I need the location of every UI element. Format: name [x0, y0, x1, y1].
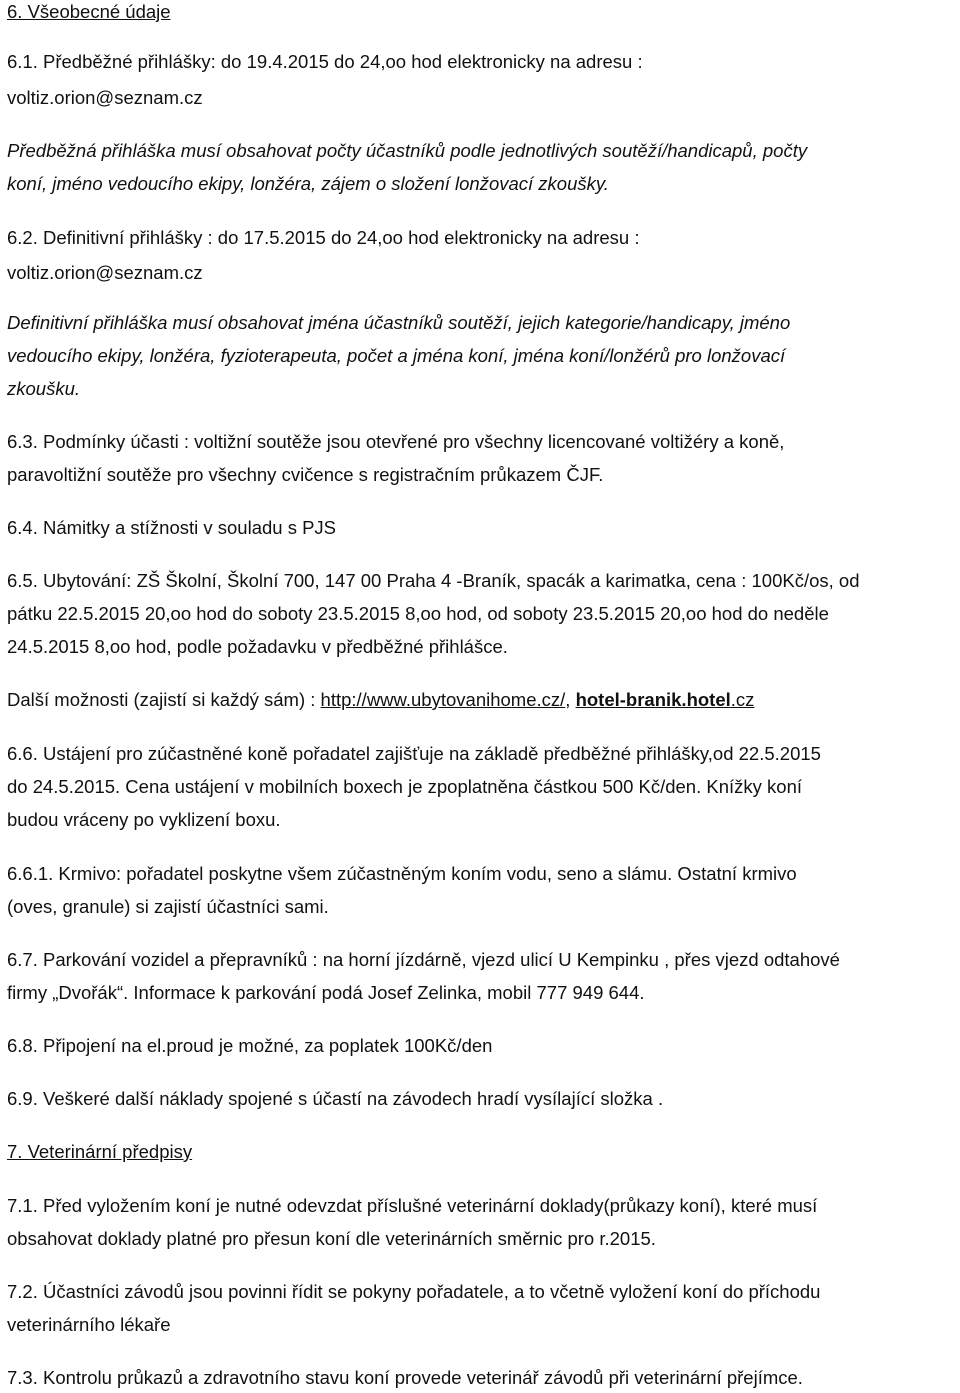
text-segment: Další možnosti (zajistí si každý sám) :	[7, 689, 321, 710]
line-text: firmy „Dvořák“. Informace k parkování podá Josef Zelinka, mobil 777 949 644.	[7, 982, 645, 1003]
text-line	[7, 1194, 817, 1218]
line-text: 6.6. Ustájení pro zúčastněné koně pořadatel zajišťuje na základě předběžné přihlášky,od 22.5.2015	[7, 743, 821, 764]
text-line	[7, 569, 860, 593]
line-text: pátku 22.5.2015 20,oo hod do soboty 23.5.2015 8,oo hod, od soboty 23.5.2015 20,oo hod do neděle	[7, 603, 829, 624]
text-line	[7, 463, 603, 487]
text-line	[7, 1366, 803, 1390]
line-text: 6.8. Připojení na el.proud je možné, za poplatek 100Kč/den	[7, 1035, 493, 1056]
line-text: 6.3. Podmínky účasti : voltižní soutěže jsou otevřené pro všechny licencované voltižéry a koně,	[7, 431, 785, 452]
web-link[interactable]: .cz	[730, 689, 755, 710]
line-text: 6.4. Námitky a stížnosti v souladu s PJS	[7, 517, 337, 538]
line-text: veterinárního lékaře	[7, 1314, 171, 1335]
text-line	[7, 377, 80, 401]
text-line	[7, 311, 790, 335]
line-text: 6.1. Předběžné přihlášky: do 19.4.2015 do 24,oo hod elektronicky na adresu :	[7, 51, 643, 72]
text-line	[7, 1313, 171, 1337]
line-text: 6.2. Definitivní přihlášky : do 17.5.2015 do 24,oo hod elektronicky na adresu :	[7, 227, 640, 248]
text-line	[7, 86, 203, 110]
text-line	[7, 775, 802, 799]
line-text: 7. Veterinární předpisy	[7, 1141, 193, 1162]
line-text: zkoušku.	[7, 378, 81, 399]
line-text: 6.6.1. Krmivo: pořadatel poskytne všem zúčastněným koním vodu, seno a slámu. Ostatní krmivo	[7, 863, 797, 884]
text-line	[7, 344, 785, 368]
line-text: voltiz.orion@seznam.cz	[7, 87, 203, 108]
line-text: paravoltižní soutěže pro všechny cvičence s registračním průkazem ČJF.	[7, 464, 604, 485]
text-line	[7, 430, 784, 454]
web-link[interactable]: hotel-branik.hotel	[575, 689, 731, 710]
text-line	[7, 948, 840, 972]
line-text: koní, jméno vedoucího ekipy, lonžéra, zájem o složení lonžovací zkoušky.	[7, 173, 609, 194]
text-line	[7, 1280, 820, 1304]
line-text: 6.7. Parkování vozidel a přepravníků : na horní jízdárně, vjezd ulicí U Kempinku , přes vjezd odtahové	[7, 949, 840, 970]
line-text: 7.3. Kontrolu průkazů a zdravotního stavu koní provede veterinář závodů při veterinární přejímce.	[7, 1367, 803, 1388]
text-line	[7, 635, 508, 659]
text-line	[7, 1034, 492, 1058]
text-line	[7, 0, 171, 24]
text-line	[7, 1140, 192, 1164]
text-line	[7, 1087, 663, 1111]
text-line	[7, 742, 821, 766]
text-line	[7, 516, 336, 540]
line-text: obsahovat doklady platné pro přesun koní dle veterinárních směrnic pro r.2015.	[7, 1228, 656, 1249]
line-text: Definitivní přihláška musí obsahovat jména účastníků soutěží, jejich kategorie/handicapy, jméno	[7, 312, 791, 333]
line-text: Předběžná přihláška musí obsahovat počty účastníků podle jednotlivých soutěží/handicapů, počty	[7, 140, 808, 161]
line-text: 6. Všeobecné údaje	[7, 1, 171, 22]
line-text: do 24.5.2015. Cena ustájení v mobilních boxech je zpoplatněna částkou 500 Kč/den. Knížky koní	[7, 776, 802, 797]
line-text: (oves, granule) si zajistí účastníci sami.	[7, 896, 329, 917]
links-line	[7, 688, 754, 712]
web-link[interactable]: http://www.ubytovanihome.cz/	[320, 689, 566, 710]
text-line	[7, 139, 807, 163]
text-line	[7, 172, 609, 196]
line-text: vedoucího ekipy, lonžéra, fyzioterapeuta, počet a jména koní, jména koní/lonžérů pro lonžovací	[7, 345, 786, 366]
line-text: 24.5.2015 8,oo hod, podle požadavku v předběžné přihlášce.	[7, 636, 508, 657]
text-line	[7, 50, 643, 74]
text-line	[7, 226, 639, 250]
text-segment: ,	[565, 689, 576, 710]
text-line	[7, 981, 645, 1005]
line-text: 7.2. Účastníci závodů jsou povinni řídit se pokyny pořadatele, a to včetně vyložení koní do příchodu	[7, 1281, 821, 1302]
text-line	[7, 808, 281, 832]
text-line	[7, 862, 797, 886]
text-line	[7, 602, 829, 626]
text-line	[7, 895, 329, 919]
text-line	[7, 261, 203, 285]
line-text: budou vráceny po vyklizení boxu.	[7, 809, 281, 830]
line-text: 6.9. Veškeré další náklady spojené s účastí na závodech hradí vysílající složka .	[7, 1088, 664, 1109]
text-line	[7, 1227, 656, 1251]
line-text: 6.5. Ubytování: ZŠ Školní, Školní 700, 147 00 Praha 4 -Braník, spacák a karimatka, cena : 100Kč/os, od	[7, 570, 860, 591]
line-text: voltiz.orion@seznam.cz	[7, 262, 203, 283]
line-text: 7.1. Před vyložením koní je nutné odevzdat příslušné veterinární doklady(průkazy koní), které musí	[7, 1195, 818, 1216]
